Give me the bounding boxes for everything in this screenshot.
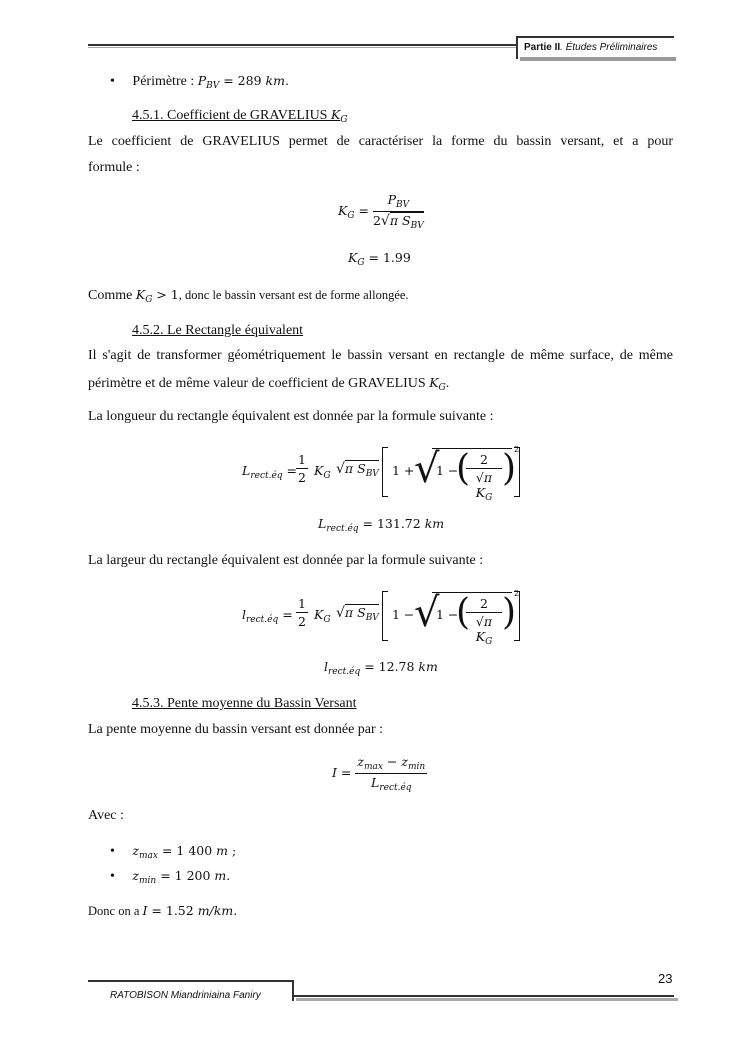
- L-paren-left: (: [456, 448, 471, 489]
- L-result-unit: km: [424, 516, 445, 531]
- L-kg-sub: G: [323, 471, 331, 481]
- slope-zmax: z: [357, 754, 364, 769]
- footer-rule-shadow: [296, 998, 678, 1001]
- conclusion-symbol: K: [135, 287, 146, 302]
- L-bracket-left: [382, 447, 388, 497]
- fraction-den-sub: BV: [410, 221, 424, 231]
- l-half-num: 1: [298, 596, 306, 611]
- l-kg-sub: G: [323, 615, 331, 625]
- zmax-symbol: z: [132, 843, 139, 858]
- zmin-value: = 1 200: [156, 868, 215, 883]
- section-4-5-1-sub: G: [340, 115, 348, 125]
- L-lhs-sub: rect.éq: [250, 471, 283, 481]
- fraction-num-sub: BV: [396, 200, 410, 210]
- perimeter-label: Périmètre :: [132, 74, 198, 89]
- slope-lhs: I: [332, 765, 337, 780]
- header-text: [524, 42, 657, 53]
- result-kg-value: = 1.99: [364, 250, 411, 265]
- rect-para1-line2-text: périmètre et de même valeur de coefficient de GRAVELIUS: [88, 376, 430, 391]
- header-title: . Études Préliminaires: [560, 42, 658, 53]
- gravelius-intro-line2: formule :: [88, 160, 140, 175]
- rect-para3: La largeur du rectangle équivalent est donnée par la formule suivante :: [88, 553, 484, 568]
- slope-zmin: z: [401, 754, 408, 769]
- page-number: 23: [658, 971, 673, 986]
- l-bracket-left: [382, 591, 388, 641]
- gravelius-intro-line1: Le coefficient de GRAVELIUS permet de caractériser la forme du bassin versant, et a pour: [88, 134, 673, 149]
- gravelius-conclusion: [88, 286, 409, 309]
- zmax-sub: max: [139, 851, 158, 861]
- slope-den-sub: rect.éq: [379, 783, 412, 793]
- L-lhs: L: [242, 463, 251, 478]
- conclusion-compare: > 1: [152, 287, 179, 302]
- L-result-sub: rect.éq: [326, 524, 359, 534]
- zmax-unit: m: [216, 843, 229, 858]
- zmax-value: = 1 400: [157, 843, 217, 858]
- L-one-plus: 1 +: [392, 463, 415, 478]
- l-sqrt-pi: π S: [344, 605, 366, 620]
- perimeter-end: .: [284, 73, 289, 88]
- slope-eq: =: [336, 765, 356, 780]
- L-sqrt-sub: BV: [365, 469, 379, 479]
- L-half-den: 2: [298, 470, 306, 485]
- l-one-minus-outer: 1 −: [392, 607, 415, 622]
- header-box-shadow: [520, 57, 676, 61]
- conclusion-prefix: Comme: [88, 288, 136, 303]
- result-kg: K: [348, 250, 358, 265]
- list-item: [110, 867, 230, 890]
- donc-end: .: [233, 903, 238, 918]
- donc-value: = 1.52: [147, 903, 198, 918]
- rect-para2: La longueur du rectangle équivalent est donnée par la formule suivante :: [88, 409, 494, 424]
- l-two: 2: [466, 596, 502, 613]
- l-lhs-sub: rect.éq: [246, 615, 279, 625]
- header-rule-shadow: [88, 47, 518, 48]
- section-4-5-2-title: 4.5.2. Le Rectangle équivalent: [132, 323, 304, 338]
- perimeter-symbol: P: [197, 73, 207, 88]
- l-lhs: l: [242, 607, 246, 622]
- rect-para1-end: .: [445, 376, 450, 391]
- rect-para1-sub: G: [438, 383, 446, 393]
- section-4-5-3-heading: [132, 695, 357, 713]
- zmin-sub: min: [139, 876, 157, 886]
- L-half-num: 1: [298, 452, 306, 467]
- l-big-sqrt: √: [414, 590, 440, 636]
- donc-symbol: I: [142, 903, 148, 918]
- rect-para1-symbol: K: [429, 375, 439, 390]
- perimeter-sub: BV: [206, 81, 220, 91]
- L-sqpi-sub: G: [485, 493, 493, 503]
- zmin-unit: m: [214, 868, 227, 883]
- section-4-5-1-heading: [132, 106, 348, 129]
- l-result-lhs: l: [324, 659, 328, 674]
- L-result-lhs: L: [318, 516, 327, 531]
- L-exp: 2: [514, 445, 520, 454]
- gravelius-formula: $K_G$ = $\frac{P_{BV}}{2√\pi S_{BV}}$: [338, 192, 424, 231]
- L-big-sqrt: √: [414, 446, 440, 492]
- rect-para1-line2: [88, 374, 449, 397]
- zmax-end: ;: [228, 843, 237, 858]
- conclusion-sub: G: [145, 295, 153, 305]
- slope-formula: [332, 754, 427, 793]
- slope-zmin-sub: min: [407, 762, 426, 772]
- zmin-symbol: z: [132, 868, 139, 883]
- fraction-den-pi: π S: [389, 213, 411, 228]
- fraction-den-coef: 2: [372, 213, 381, 228]
- width-result: [324, 659, 438, 677]
- conclusion-rest: , donc le bassin versant est de forme allongée.: [178, 288, 409, 302]
- length-formula: $L_{rect.éq}$ = $\frac{1}{2}$ $K_G$ √π $S_{BV}$ 1 + √ 1 − ( $\frac{2}{√\pi K_G}$ ) 2: [242, 445, 520, 503]
- bullet: •: [110, 869, 115, 884]
- L-two: 2: [466, 452, 502, 469]
- L-paren-right: ): [502, 448, 517, 489]
- slope-conclusion: [88, 902, 237, 921]
- perimeter-item: [110, 72, 289, 95]
- l-bracket-right: [514, 591, 520, 641]
- L-sqrt-pi: π S: [344, 461, 366, 476]
- L-bracket-right: [514, 447, 520, 497]
- header-rule: [88, 44, 518, 46]
- header-part: Partie II: [524, 42, 561, 53]
- avec-label: Avec :: [88, 808, 124, 823]
- section-4-5-1-title: 4.5.1. Coefficient de GRAVELIUS: [132, 108, 331, 123]
- l-sqrt-sub: BV: [365, 613, 379, 623]
- slope-den: L: [371, 775, 380, 790]
- L-result-value: = 131.72: [358, 516, 425, 531]
- section-4-5-1-symbol: K: [330, 107, 341, 122]
- perimeter-value: = 289: [219, 73, 266, 88]
- perimeter-unit: km: [265, 73, 285, 88]
- length-result: [318, 516, 444, 534]
- l-exp: 2: [514, 589, 520, 598]
- formula-kg-sub: G: [347, 211, 355, 221]
- formula-kg: K: [338, 203, 348, 218]
- donc-prefix: Donc on a: [88, 904, 143, 918]
- L-kg: K: [314, 463, 324, 478]
- rect-para1-line1: Il s'agit de transformer géométriquement le bassin versant en rectangle de même surface, de même: [88, 348, 673, 363]
- L-sqpi: √π K: [475, 470, 493, 500]
- footer-rule: [292, 995, 674, 997]
- l-kg: K: [314, 607, 324, 622]
- l-sqpi-sub: G: [485, 637, 493, 647]
- section-4-5-3-title: 4.5.3. Pente moyenne du Bassin Versant: [132, 696, 357, 711]
- width-formula: $l_{rect.éq}$ = $\frac{1}{2}$ $K_G$ √π $S_{BV}$ 1 − √ 1 − ( $\frac{2}{√\pi K_G}$ ) 2: [242, 589, 520, 647]
- l-result-sub: rect.éq: [328, 667, 361, 677]
- slope-zmax-sub: max: [363, 762, 383, 772]
- gravelius-fraction: $\frac{P_{BV}}{2√\pi S_{BV}}$: [372, 192, 424, 231]
- l-one-minus: 1 −: [436, 607, 459, 622]
- slope-intro: La pente moyenne du bassin versant est donnée par :: [88, 722, 384, 737]
- zmin-end: .: [226, 868, 231, 883]
- gravelius-result: [348, 250, 411, 268]
- l-half-den: 2: [298, 614, 306, 629]
- bullet: •: [110, 844, 115, 859]
- l-paren-left: (: [456, 592, 471, 633]
- list-item: [110, 842, 236, 865]
- l-sqpi: √π K: [475, 614, 493, 644]
- L-one-minus: 1 −: [436, 463, 459, 478]
- l-paren-right: ): [502, 592, 517, 633]
- slope-minus: −: [382, 754, 402, 769]
- slope-fraction: [355, 754, 427, 793]
- l-result-value: = 12.78: [360, 659, 419, 674]
- fraction-num: P: [387, 192, 396, 207]
- bullet: •: [110, 74, 115, 89]
- donc-unit: m/km: [197, 903, 234, 918]
- footer-author: RATOBISON Miandriniaina Faniry: [110, 990, 261, 1001]
- section-4-5-2-heading: [132, 322, 303, 340]
- l-result-unit: km: [418, 659, 438, 674]
- result-kg-sub: G: [357, 258, 365, 268]
